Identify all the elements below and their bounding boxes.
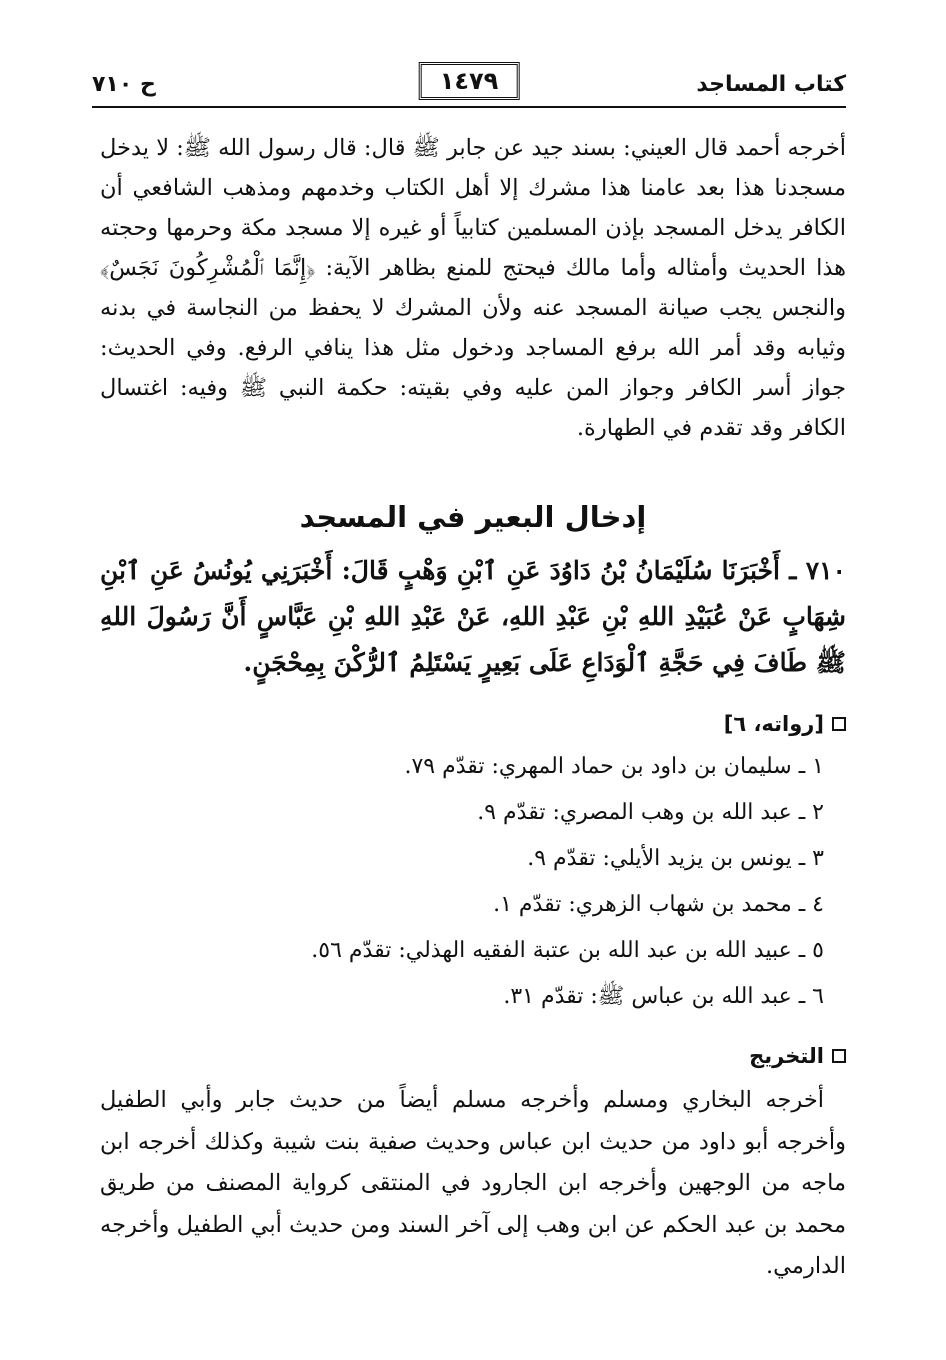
takhrij-section-title (749, 1044, 846, 1068)
list-item: ١ ـ سليمان بن داود بن حماد المهري: تقدّم ٧٩. (404, 754, 824, 779)
narrators-title-label: [رواته، ٦] (723, 712, 824, 736)
chapter-heading: إدخال البعير في المسجد (299, 500, 647, 534)
page-header (92, 60, 846, 106)
list-item: ٢ ـ عبد الله بن وهب المصري: تقدّم ٩. (477, 800, 824, 825)
narrators-list (311, 744, 824, 1020)
book-title: كتاب المساجد (696, 72, 846, 97)
header-divider (92, 106, 846, 108)
square-bullet-icon (832, 1049, 846, 1063)
list-item: ٤ ـ محمد بن شهاب الزهري: تقدّم ١. (493, 892, 824, 917)
square-bullet-icon (832, 717, 846, 731)
page-number: ١٤٧٩ (419, 62, 520, 100)
takhrij-title-label: التخريج (749, 1044, 824, 1068)
takhrij-paragraph: أخرجه البخاري ومسلم وأخرجه مسلم أيضاً من حديث جابر وأبي الطفيل وأخرجه أبو داود من حديث ابن عباس وحديث صفية بنت شيبة وكذلك أخرجه ابن ماجه من الوجهين وأخرجه ابن الجارود في المنتقى كرواية المصنف من طريق محمد بن عبد الحكم عن ابن وهب إلى آخر السند ومن حديث أبي الطفيل وأخرجه الدارمي. (100, 1087, 846, 1279)
hadith-reference: ح ٧١٠ (92, 72, 156, 97)
list-item: ٥ ـ عبيد الله بن عبد الله بن عتبة الفقيه الهذلي: تقدّم ٥٦. (311, 938, 824, 963)
list-item: ٦ ـ عبد الله بن عباس ﷺ: تقدّم ٣١. (503, 984, 824, 1009)
narrators-section-title (724, 712, 846, 736)
list-item: ٣ ـ يونس بن يزيد الأيلي: تقدّم ٩. (527, 846, 824, 871)
commentary-paragraph: أخرجه أحمد قال العيني: بسند جيد عن جابر ﷺ قال: قال رسول الله ﷺ: لا يدخل مسجدنا هذا بعد عامنا هذا مشرك إلا أهل الكتاب وخدمهم ومذهب الشافعي أن الكافر يدخل المسجد بإذن المسلمين كتابياً أو غيره إلا مسجد مكة وحرمها وحجته هذا الحديث وأمثاله وأما مالك فيحتج للمنع بظاهر الآية: ﴿إِنَّمَا ٱلْمُشْرِكُونَ نَجَسٌ﴾ والنجس يجب صيانة المسجد عنه ولأن المشرك لا يحفظ من النجاسة في بدنه وثيابه وقد أمر الله برفع المساجد ودخول مثل هذا ينافي الرفع. وفي الحديث: جواز أسر الكافر وجواز المن عليه وفي بقيته: حكمة النبي ﷺ وفيه: اغتسال الكافر وقد تقدم في الطهارة. (100, 135, 846, 441)
hadith-text: ٧١٠ ـ أَخْبَرَنَا سُلَيْمَانُ بْنُ دَاوُدَ عَنِ ٱبْنِ وَهْبٍ قَالَ: أَخْبَرَنِي يُونُسُ عَنِ ٱبْنِ شِهَابٍ عَنْ عُبَيْدِ اللهِ بْنِ عَبْدِ اللهِ، عَنْ عَبْدِ اللهِ بْنِ عَبَّاسٍ أَنَّ رَسُولَ اللهِ ﷺ طَافَ فِي حَجَّةِ ٱلْوَدَاعِ عَلَى بَعِيرٍ يَسْتَلِمُ ٱلرُّكْنَ بِمِحْجَنٍ. (100, 556, 846, 677)
